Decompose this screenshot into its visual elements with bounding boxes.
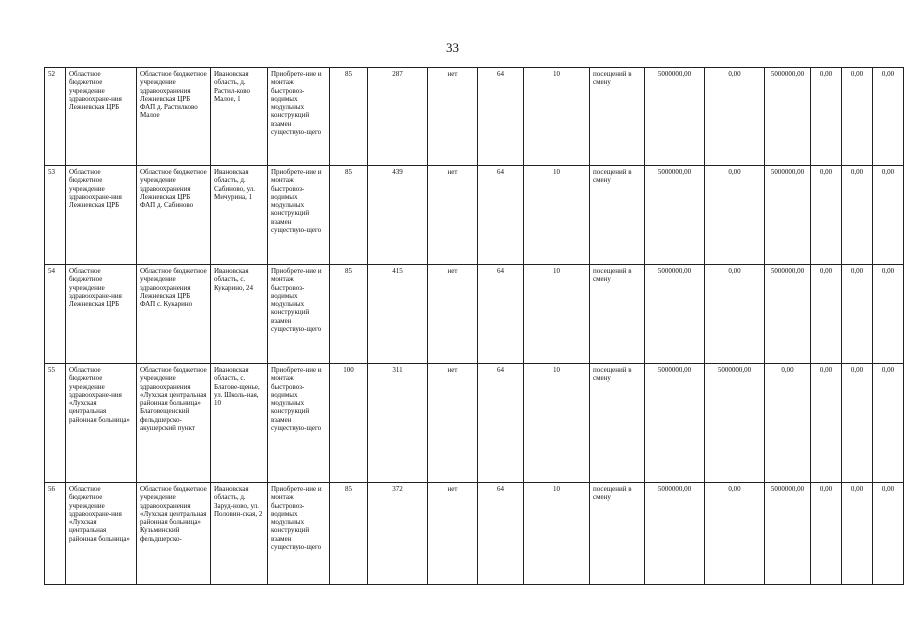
value-cell: 10 bbox=[524, 68, 590, 166]
facility-cell: Областное бюджетное учреждение здравоохранения Лежневская ЦРБ ФАП д. Растилково Малое bbox=[137, 68, 211, 166]
funding-cell: 0,00 bbox=[705, 265, 765, 364]
address-cell: Ивановская область, д. Сабиново, ул. Мичурина, 1 bbox=[211, 166, 268, 265]
value-cell: 64 bbox=[478, 265, 524, 364]
table-row bbox=[45, 364, 904, 483]
funding-cell: 5000000,00 bbox=[765, 483, 811, 585]
work-type-cell: Приобрете-ние и монтаж быстровоз-водимых модульных конструкций взамен существую-щего bbox=[268, 68, 330, 166]
value-cell: нет bbox=[428, 166, 478, 265]
funding-cell: 0,00 bbox=[873, 364, 904, 483]
recipient-cell: Областное бюджетное учреждение здравоохране-ния Лежневская ЦРБ bbox=[66, 265, 137, 364]
row-number: 52 bbox=[45, 68, 66, 166]
recipient-cell: Областное бюджетное учреждение здравоохране-ния Лежневская ЦРБ bbox=[66, 166, 137, 265]
table-row bbox=[45, 166, 904, 265]
value-cell: 311 bbox=[368, 364, 428, 483]
facilities-table bbox=[44, 67, 904, 585]
row-number: 53 bbox=[45, 166, 66, 265]
work-type-cell: Приобрете-ние и монтаж быстровоз-водимых модульных конструкций взамен существую-щего bbox=[268, 483, 330, 585]
funding-cell: 0,00 bbox=[842, 483, 873, 585]
value-cell: нет bbox=[428, 364, 478, 483]
funding-cell: 0,00 bbox=[705, 68, 765, 166]
total-cell: 5000000,00 bbox=[645, 265, 705, 364]
facility-cell: Областное бюджетное учреждение здравоохранения «Лухская центральная районная больница» Благовещенский фельдшерско-акушерский пункт bbox=[137, 364, 211, 483]
value-cell: 85 bbox=[330, 483, 368, 585]
funding-cell: 0,00 bbox=[811, 483, 842, 585]
unit-cell: посещений в смену bbox=[590, 265, 645, 364]
work-type-cell: Приобрете-ние и монтаж быстровоз-водимых модульных конструкций взамен существую-щего bbox=[268, 166, 330, 265]
funding-cell: 5000000,00 bbox=[765, 68, 811, 166]
facility-cell: Областное бюджетное учреждение здравоохранения Лежневская ЦРБ ФАП с. Кукарино bbox=[137, 265, 211, 364]
funding-cell: 0,00 bbox=[811, 265, 842, 364]
funding-cell: 0,00 bbox=[842, 364, 873, 483]
value-cell: 100 bbox=[330, 364, 368, 483]
value-cell: 10 bbox=[524, 364, 590, 483]
total-cell: 5000000,00 bbox=[645, 364, 705, 483]
value-cell: 85 bbox=[330, 68, 368, 166]
funding-cell: 5000000,00 bbox=[765, 166, 811, 265]
row-number: 56 bbox=[45, 483, 66, 585]
funding-cell: 0,00 bbox=[842, 68, 873, 166]
value-cell: 85 bbox=[330, 265, 368, 364]
address-cell: Ивановская область, с. Благове-щенье, ул. Школь-ная, 10 bbox=[211, 364, 268, 483]
value-cell: 64 bbox=[478, 483, 524, 585]
funding-cell: 5000000,00 bbox=[765, 265, 811, 364]
work-type-cell: Приобрете-ние и монтаж быстровоз-водимых модульных конструкций взамен существую-щего bbox=[268, 364, 330, 483]
value-cell: 85 bbox=[330, 166, 368, 265]
table-row bbox=[45, 483, 904, 585]
value-cell: нет bbox=[428, 68, 478, 166]
value-cell: 10 bbox=[524, 166, 590, 265]
unit-cell: посещений в смену bbox=[590, 68, 645, 166]
funding-cell: 0,00 bbox=[873, 68, 904, 166]
value-cell: 10 bbox=[524, 483, 590, 585]
value-cell: 10 bbox=[524, 265, 590, 364]
unit-cell: посещений в смену bbox=[590, 483, 645, 585]
recipient-cell: Областное бюджетное учреждение здравоохране-ния «Лухская центральная районная больница» bbox=[66, 364, 137, 483]
page-number: 33 bbox=[446, 40, 459, 55]
funding-cell: 0,00 bbox=[811, 364, 842, 483]
address-cell: Ивановская область, с. Кукарино, 24 bbox=[211, 265, 268, 364]
address-cell: Ивановская область, д. Растил-ково Малое, 1 bbox=[211, 68, 268, 166]
funding-cell: 0,00 bbox=[873, 166, 904, 265]
unit-cell: посещений в смену bbox=[590, 364, 645, 483]
facility-cell: Областное бюджетное учреждение здравоохранения «Лухская центральная районная больница» Кузьминский фельдшерско- bbox=[137, 483, 211, 585]
funding-cell: 0,00 bbox=[811, 166, 842, 265]
value-cell: 64 bbox=[478, 68, 524, 166]
table-row bbox=[45, 68, 904, 166]
funding-cell: 5000000,00 bbox=[705, 364, 765, 483]
total-cell: 5000000,00 bbox=[645, 68, 705, 166]
funding-cell: 0,00 bbox=[705, 166, 765, 265]
total-cell: 5000000,00 bbox=[645, 483, 705, 585]
value-cell: 439 bbox=[368, 166, 428, 265]
value-cell: 287 bbox=[368, 68, 428, 166]
table-row bbox=[45, 265, 904, 364]
recipient-cell: Областное бюджетное учреждение здравоохране-ния Лежневская ЦРБ bbox=[66, 68, 137, 166]
funding-cell: 0,00 bbox=[842, 166, 873, 265]
value-cell: 372 bbox=[368, 483, 428, 585]
funding-cell: 0,00 bbox=[842, 265, 873, 364]
row-number: 55 bbox=[45, 364, 66, 483]
value-cell: 64 bbox=[478, 364, 524, 483]
total-cell: 5000000,00 bbox=[645, 166, 705, 265]
funding-cell: 0,00 bbox=[873, 483, 904, 585]
facility-cell: Областное бюджетное учреждение здравоохранения Лежневская ЦРБ ФАП д. Сабиново bbox=[137, 166, 211, 265]
funding-cell: 0,00 bbox=[873, 265, 904, 364]
unit-cell: посещений в смену bbox=[590, 166, 645, 265]
address-cell: Ивановская область, д. Заруд-ново, ул. Половин-ская, 2 bbox=[211, 483, 268, 585]
value-cell: нет bbox=[428, 483, 478, 585]
value-cell: 64 bbox=[478, 166, 524, 265]
funding-cell: 0,00 bbox=[811, 68, 842, 166]
value-cell: нет bbox=[428, 265, 478, 364]
funding-cell: 0,00 bbox=[765, 364, 811, 483]
work-type-cell: Приобрете-ние и монтаж быстровоз-водимых модульных конструкций взамен существую-щего bbox=[268, 265, 330, 364]
recipient-cell: Областное бюджетное учреждение здравоохране-ния «Лухская центральная районная больница» bbox=[66, 483, 137, 585]
row-number: 54 bbox=[45, 265, 66, 364]
value-cell: 415 bbox=[368, 265, 428, 364]
funding-cell: 0,00 bbox=[705, 483, 765, 585]
